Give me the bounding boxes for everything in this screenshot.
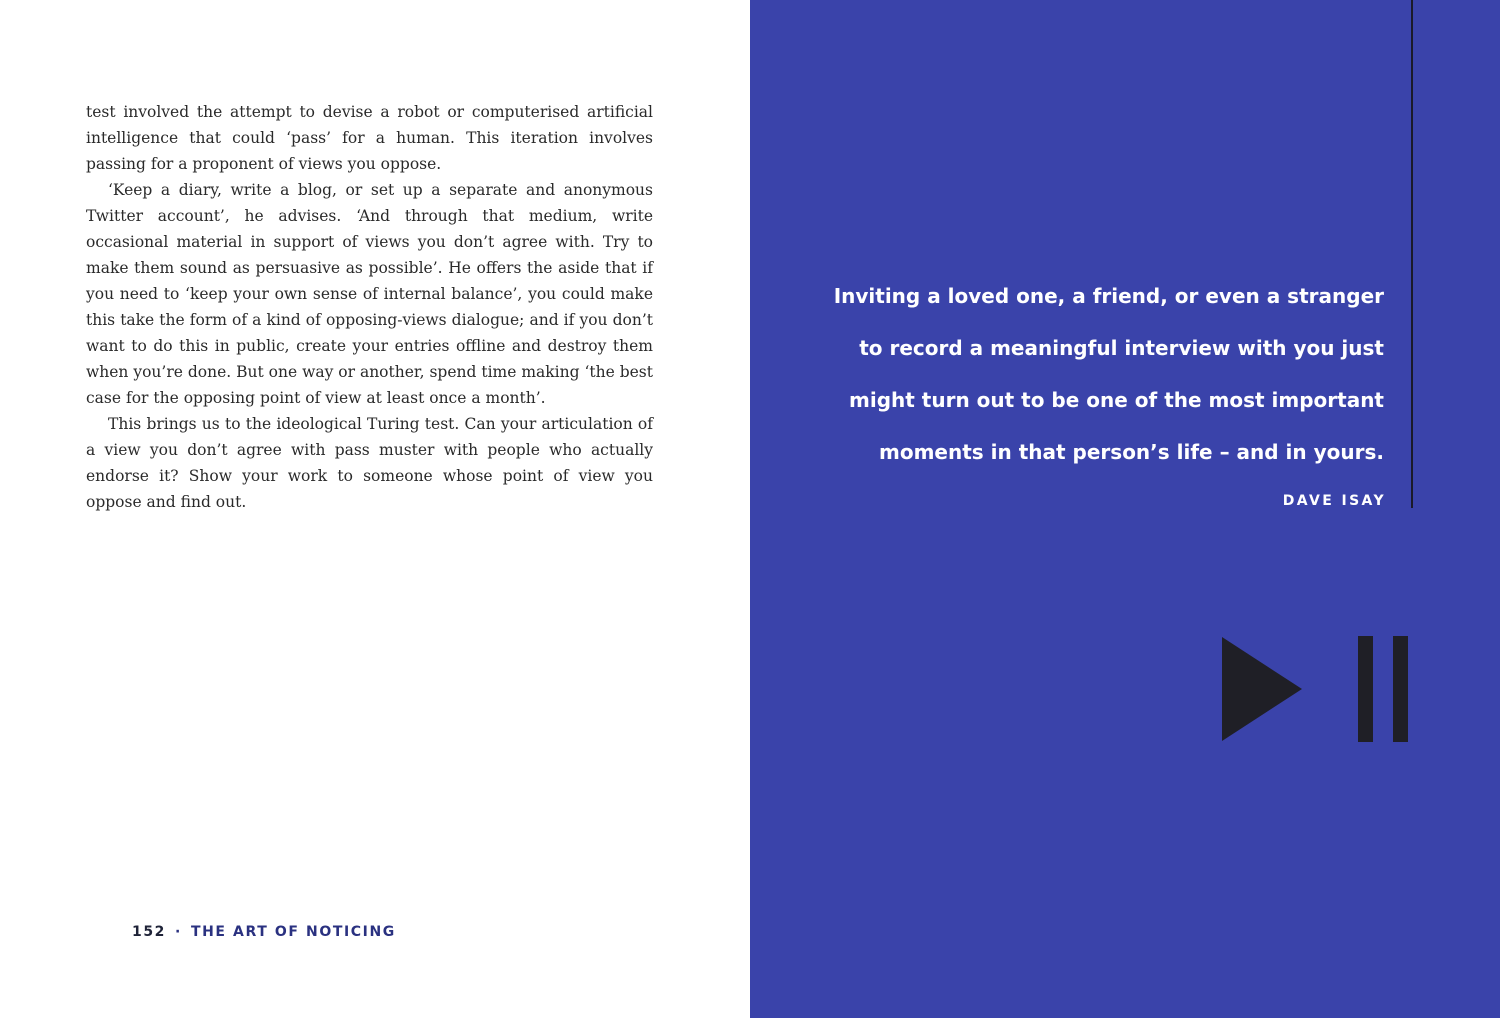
quote-line-1: Inviting a loved one, a friend, or even a stranger	[833, 284, 1384, 308]
quote-line-2: to record a meaningful interview with you just	[859, 336, 1384, 360]
paragraph-2: ‘Keep a diary, write a blog, or set up a separate and anonymous Twitter account’, he advises. ‘And through that medium, write occasional material in support of views you don’t agree with. Try to make them sound as persuasive as possible’. He offers the aside that if you need to ‘keep your own sense of internal balance’, you could make this take the form of a kind of opposing-views dialogue; and if you don’t want to do this in public, create your entries offline and destroy them when you’re done. But one way or another, spend time making ‘the best case for the opposing point of view at least once a month’.	[86, 181, 653, 407]
paragraph-1: test involved the attempt to devise a robot or computerised artificial intelligence that could ‘pass’ for a human. This iteration involves passing for a proponent of views you oppose.	[86, 103, 653, 173]
vertical-rule	[1411, 0, 1413, 508]
pull-quote	[824, 270, 1384, 478]
play-triangle	[1222, 637, 1302, 741]
book-title: THE ART OF NOTICING	[190, 924, 396, 940]
quote-line-3: might turn out to be one of the most important	[849, 388, 1384, 412]
right-page	[750, 0, 1500, 1018]
quote-attribution: DAVE ISAY	[1282, 493, 1386, 509]
pause-bar-left	[1358, 636, 1373, 742]
quote-line-4: moments in that person’s life – and in yours.	[879, 440, 1384, 464]
page-number: 152	[132, 924, 167, 940]
footer-separator: ·	[175, 924, 182, 940]
play-pause-icon	[1222, 636, 1412, 742]
paragraph-3: This brings us to the ideological Turing test. Can your articulation of a view you don’t agree with pass muster with people who actually endorse it? Show your work to someone whose point of view you oppose and find out.	[86, 415, 653, 511]
body-text	[86, 99, 653, 515]
page-footer	[132, 924, 396, 940]
pause-bar-right	[1393, 636, 1408, 742]
